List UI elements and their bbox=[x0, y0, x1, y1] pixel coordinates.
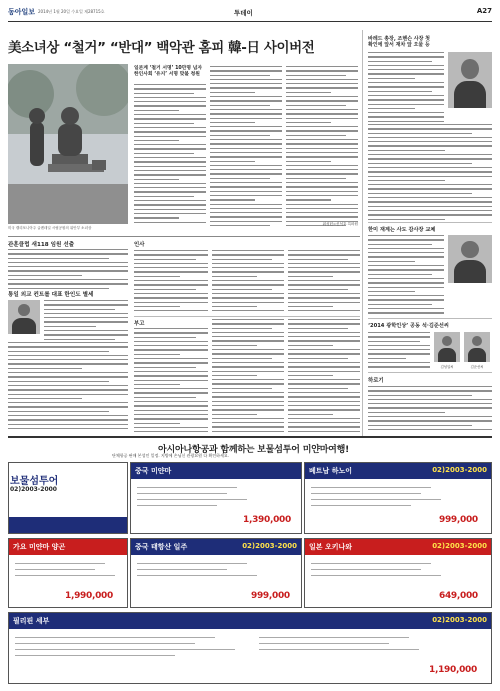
ad-box-4 bbox=[130, 538, 302, 608]
ad-box-3-price: 1,990,000 bbox=[65, 591, 113, 601]
page-number: A27 bbox=[476, 7, 492, 15]
obituary-column-1 bbox=[134, 328, 208, 434]
ad-box-3-title: 가요 미얀마 양곤 bbox=[13, 543, 66, 551]
ad-box-2 bbox=[304, 462, 492, 534]
ad-box-4-title: 중국 태항산 일주 bbox=[135, 543, 188, 551]
obituary-column-2 bbox=[212, 319, 284, 434]
article-subhead-line2: 한인사회 ‘유지’ 서명 맞불 청원 bbox=[134, 72, 200, 77]
right-column-text-1 bbox=[368, 52, 444, 122]
ad-box-5-phone: 02)2003-2000 bbox=[432, 542, 487, 550]
statue-photo-illustration bbox=[8, 64, 128, 224]
personnel-column-1 bbox=[134, 250, 208, 312]
right-column-text-4 bbox=[368, 332, 430, 372]
obituary-portrait bbox=[8, 300, 40, 334]
awardee-portrait-2 bbox=[464, 332, 490, 362]
issue-date: 2014년 1월 20일 수요일 제28715호 bbox=[38, 9, 105, 14]
right-divider-2 bbox=[368, 318, 492, 319]
ad-box-4-phone: 02)2003-2000 bbox=[242, 542, 297, 550]
ad-title: 아시아나항공과 함께하는 보물섬투어 미얀마여행! bbox=[158, 445, 350, 455]
ad-box-3 bbox=[8, 538, 128, 608]
left-column-text-2a bbox=[44, 300, 128, 340]
left-column-text-2b bbox=[8, 342, 128, 432]
right-headline-line1: 바레드 총장, 조헨슨 사장 첫 bbox=[368, 36, 430, 42]
ad-box-6-title: 필리핀 세부 bbox=[13, 617, 50, 625]
personnel-column-2 bbox=[212, 250, 284, 312]
statue-photo bbox=[8, 64, 128, 224]
right-divider-1 bbox=[368, 222, 492, 223]
section-title: 투데이 bbox=[234, 9, 253, 17]
article-column-2 bbox=[210, 66, 282, 226]
newspaper-logo: 동아일보 bbox=[8, 8, 36, 16]
ad-box-5-title: 일본 오키나와 bbox=[309, 543, 353, 551]
ad-box-5 bbox=[304, 538, 492, 608]
column-divider bbox=[362, 30, 363, 438]
tour-company-phone: 02)2003-2000 bbox=[10, 486, 57, 493]
right-column-text-5 bbox=[368, 386, 492, 434]
right-headline bbox=[368, 36, 492, 48]
right-column-text-3 bbox=[368, 235, 444, 315]
article-subhead-line1: 일본계 ‘철거 서명’ 10만명 넘자 bbox=[134, 66, 202, 71]
right-subhead-2: ‘2014 광학인상’ 공동 석·김준선씨 bbox=[368, 323, 449, 329]
ad-box-1-title: 중국 미얀마 bbox=[135, 467, 172, 475]
personnel-label: 인사 bbox=[134, 242, 145, 248]
right-column-portrait bbox=[448, 52, 492, 108]
left-column-text-1 bbox=[8, 249, 128, 289]
right-column-portrait-2 bbox=[448, 235, 492, 283]
awardee-name-1: 김성일씨 bbox=[440, 365, 454, 369]
ad-box-6 bbox=[8, 612, 492, 684]
masthead bbox=[8, 6, 492, 22]
obituary-label: 부고 bbox=[134, 321, 145, 327]
ad-box-1 bbox=[130, 462, 302, 534]
personnel-column-3 bbox=[288, 250, 360, 312]
ad-subtitle: 단체항공 판매 본성인 일정. 지방에 손님신 관광요원 다 확인하세요. bbox=[112, 453, 230, 458]
left-subhead-2: 통일 외교 컨트롤 대표 한인도 별세 bbox=[8, 292, 94, 298]
right-column-text-2 bbox=[368, 124, 492, 220]
ad-box-5-price: 649,000 bbox=[439, 591, 478, 601]
article-column-3 bbox=[286, 66, 358, 226]
right-headline-line2: 확인에 앞서 재차 앞 오물 등 bbox=[368, 42, 430, 48]
ad-box-1-price: 1,390,000 bbox=[243, 515, 291, 525]
photo-caption: 미국 캘리포니아주 글렌데일 시립공원의 위안부 소녀상 bbox=[8, 226, 92, 230]
obituary-divider bbox=[134, 316, 360, 317]
tour-company-logo: 보물섬투어 bbox=[10, 476, 59, 487]
ad-box-2-price: 999,000 bbox=[439, 515, 478, 525]
obituary-column-3 bbox=[288, 319, 360, 434]
main-headline: 美소녀상 “철거” “반대” 백악관 홈피 韓-日 사이버전 bbox=[8, 40, 315, 56]
ad-box-2-title: 베트남 하노이 bbox=[309, 467, 353, 475]
ad-box-4-price: 999,000 bbox=[251, 591, 290, 601]
article-column-1 bbox=[134, 84, 206, 226]
ad-box-6-phone: 02)2003-2000 bbox=[432, 616, 487, 624]
awardee-name-2: 김준선씨 bbox=[470, 365, 484, 369]
awardee-portrait-1 bbox=[434, 332, 460, 362]
ad-title-banner bbox=[8, 438, 492, 460]
right-section-label: 하로기 bbox=[368, 378, 384, 384]
section-divider bbox=[8, 236, 360, 237]
article-byline: 워싱턴=신석호 특파원 bbox=[322, 222, 358, 226]
right-divider-3 bbox=[368, 372, 492, 373]
left-subhead-1: 관훈클럽 새118 임원 선출 bbox=[8, 242, 75, 248]
right-subhead-1: 한미 재계는 사도 감사장 교체 bbox=[368, 227, 436, 233]
ad-box-2-phone: 02)2003-2000 bbox=[432, 466, 487, 474]
ad-box-6-price: 1,190,000 bbox=[429, 665, 477, 675]
